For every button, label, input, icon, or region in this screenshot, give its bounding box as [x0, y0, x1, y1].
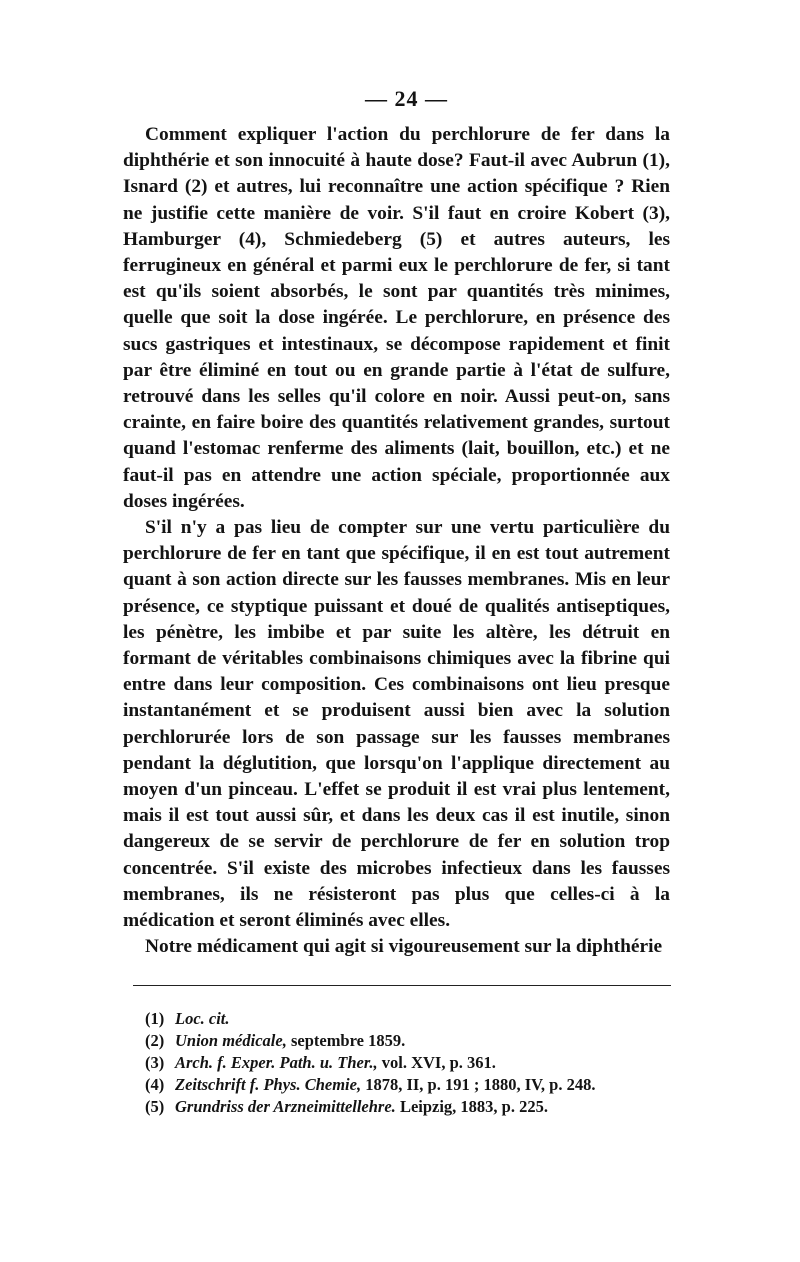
footnote-detail: Leipzig, 1883, p. 225.	[395, 1096, 548, 1116]
footnote-source: Grundriss der Arzneimittellehre.	[175, 1096, 396, 1116]
footnotes	[123, 1008, 670, 1118]
document-page	[123, 86, 670, 1118]
footnote-number: (2)	[145, 1030, 165, 1050]
footnote-3	[145, 1052, 670, 1074]
page-number: — 24 —	[365, 86, 448, 111]
paragraph-1: Comment expliquer l'action du perchlorure de fer dans la diphthérie et son innocuité à haute dose? Faut-il avec Aubrun (1), Isnard (2) et autres, lui reconnaître une action spécifique ? Rien ne justifie cette manière de voir. S'il faut en croire Kobert (3), Hamburger (4), Schmiedeberg (5) et autres auteurs, les ferrugineux en général et parmi eux le perchlorure de fer, si tant est qu'ils soient absorbés, le sont par quantités très minimes, quelle que soit la dose ingérée. Le perchlorure, en présence des sucs gastriques et intestinaux, se décompose rapidement et finit par être éliminé en tout ou en grande partie à l'état de sulfure, retrouvé dans les selles qu'il colore en noir. Aussi peut-on, sans crainte, en faire boire des quantités relativement grandes, surtout quand l'estomac renferme des aliments (lait, bouillon, etc.) et ne faut-il pas en attendre une action spéciale, proportionnée aux doses ingérées.	[123, 124, 670, 512]
footnote-5	[145, 1096, 670, 1118]
body-text	[123, 122, 670, 961]
footnote-2	[145, 1030, 670, 1052]
footnote-4	[145, 1074, 670, 1096]
footnote-source: Loc. cit.	[175, 1008, 230, 1028]
footnote-number: (3)	[145, 1052, 165, 1072]
paragraph-2: S'il n'y a pas lieu de compter sur une vertu particulière du perchlorure de fer en tant que spécifique, il en est tout autrement quant à son action directe sur les fausses membranes. Mis en leur présence, ce styptique puissant et doué de qualités antiseptiques, les pénètre, les imbibe et par suite les altère, les détruit en formant de véritables combinaisons chimiques avec la fibrine qui entre dans leur composition. Ces combinaisons ont lieu presque instantanément et se produisent aussi bien avec la solution perchlorurée lors de son passage sur les fausses membranes pendant la déglutition, que lorsqu'on l'applique directement au moyen d'un pinceau. L'effet se produit il est vrai plus lentement, mais il est tout aussi sûr, et dans les deux cas il est inutile, sinon dangereux de se servir de perchlorure de fer en solution trop concentrée. S'il existe des microbes infectieux dans les fausses membranes, ils ne résisteront pas plus que celles-ci à la médication et seront éliminés avec elles.	[123, 517, 670, 932]
footnote-number: (5)	[145, 1096, 165, 1116]
footnote-separator	[133, 985, 671, 986]
footnote-source: Arch. f. Exper. Path. u. Ther.,	[175, 1052, 378, 1072]
footnote-source: Union médicale,	[175, 1030, 287, 1050]
footnote-1	[145, 1008, 670, 1030]
footnote-number: (4)	[145, 1074, 165, 1094]
footnote-detail: vol. XVI, p. 361.	[377, 1052, 496, 1072]
footnote-number: (1)	[145, 1008, 165, 1028]
footnote-source: Zeitschrift f. Phys. Chemie,	[175, 1074, 362, 1094]
footnote-detail: 1878, II, p. 191 ; 1880, IV, p. 248.	[361, 1074, 596, 1094]
paragraph-3: Notre médicament qui agit si vigoureusement sur la diphthérie	[145, 936, 663, 958]
footnote-detail: septembre 1859.	[286, 1030, 406, 1050]
